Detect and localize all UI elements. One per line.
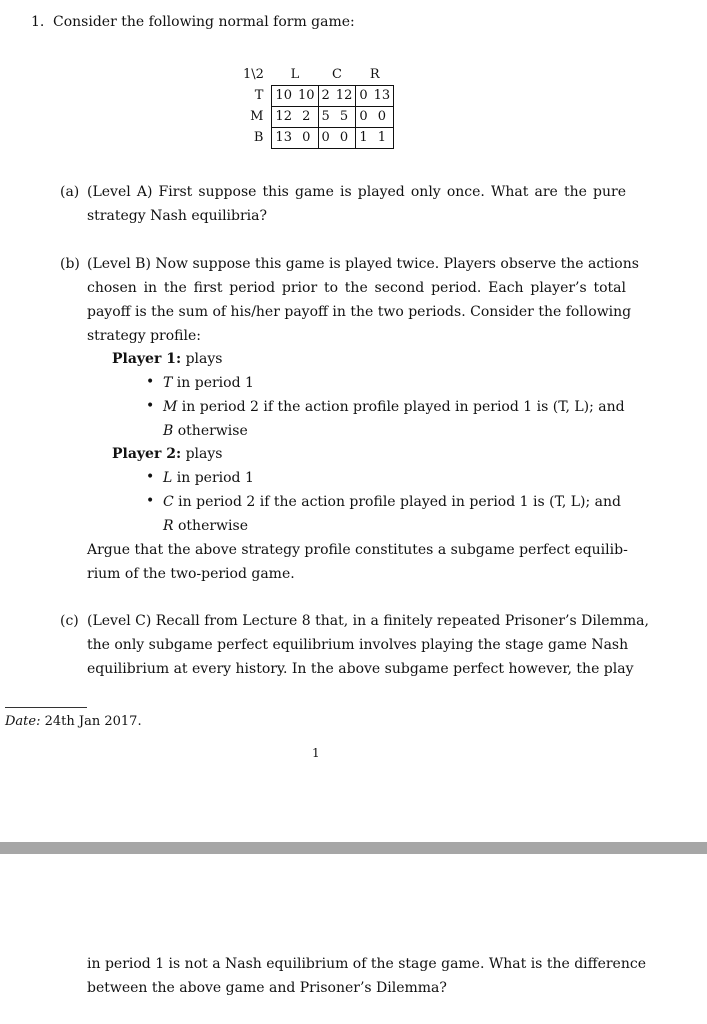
- bullet-icon: •: [146, 374, 155, 390]
- payoff-p1: 10: [272, 86, 295, 107]
- payoff-p1: 2: [318, 86, 333, 107]
- col-header-R: R: [369, 67, 380, 82]
- player-2-bullet-2: C in period 2 if the action profile played in period 1 is (T, L); and: [163, 494, 621, 510]
- payoff-p2: 0: [333, 128, 356, 149]
- player-1-heading: [112, 350, 222, 368]
- game-corner-label: 1\2: [243, 67, 264, 83]
- game-row-T: [240, 86, 394, 107]
- payoff-p2: 0: [371, 107, 394, 128]
- payoff-p1: 13: [272, 128, 295, 149]
- payoff-p2: 1: [371, 128, 394, 149]
- payoff-p2: 10: [295, 86, 318, 107]
- bullet-icon: •: [146, 398, 155, 414]
- payoff-p1: 0: [356, 107, 371, 128]
- payoff-p1: 0: [356, 86, 371, 107]
- bullet-icon: •: [146, 493, 155, 509]
- payoff-p1: 0: [318, 128, 333, 149]
- player-1-label: Player 1:: [112, 351, 182, 367]
- footnote-value: 24th Jan 2017.: [44, 714, 142, 729]
- page-number: 1: [312, 746, 320, 760]
- payoff-p2: 0: [295, 128, 318, 149]
- part-c-line-1: (Level C) Recall from Lecture 8 that, in a finitely repeated Prisoner’s Dilemma,: [87, 613, 649, 629]
- row-header: T: [254, 88, 264, 103]
- payoff-p2: 5: [333, 107, 356, 128]
- player-2-label: Player 2:: [112, 446, 182, 462]
- player-2-bullet-1: L in period 1: [163, 470, 254, 486]
- question-intro: Consider the following normal form game:: [53, 14, 355, 30]
- part-b-argue-1: Argue that the above strategy profile constitutes a subgame perfect equilib-: [87, 542, 628, 558]
- part-a-line-1: (Level A) First suppose this game is played only once. What are the pure: [87, 184, 626, 200]
- game-matrix: [240, 65, 394, 149]
- part-b-argue-2: rium of the two-period game.: [87, 566, 295, 582]
- question-number: 1.: [31, 14, 45, 30]
- player-2-heading: [112, 445, 222, 463]
- part-b-line-1: (Level B) Now suppose this game is played twice. Players observe the actions: [87, 256, 639, 272]
- payoff-p2: 13: [371, 86, 394, 107]
- player-1-bullet-2: M in period 2 if the action profile played in period 1 is (T, L); and: [163, 399, 625, 415]
- game-row-B: [240, 128, 394, 149]
- payoff-p1: 1: [356, 128, 371, 149]
- col-header-C: C: [331, 67, 342, 82]
- player-1-bullet-2-cont: B otherwise: [163, 423, 248, 439]
- bullet-icon: •: [146, 469, 155, 485]
- col-header-L: L: [290, 67, 300, 82]
- player-2-bullet-2-cont: R otherwise: [163, 518, 248, 534]
- page-separator: [0, 842, 707, 854]
- footnote-label: Date:: [5, 714, 41, 729]
- payoff-p2: 12: [333, 86, 356, 107]
- part-b-line-2: chosen in the first period prior to the second period. Each player’s total: [87, 280, 626, 296]
- row-header: M: [250, 109, 264, 124]
- player-1-bullet-1: T in period 1: [163, 375, 254, 391]
- footnote-rule: [5, 707, 87, 708]
- row-header: B: [253, 130, 264, 145]
- part-b-line-4: strategy profile:: [87, 328, 201, 344]
- player-2-plays: plays: [185, 446, 223, 462]
- player-1-plays: plays: [185, 351, 223, 367]
- part-b-tag: (b): [60, 256, 80, 272]
- payoff-p1: 5: [318, 107, 333, 128]
- payoff-p1: 12: [272, 107, 295, 128]
- part-c-tag: (c): [60, 613, 79, 629]
- payoff-p2: 2: [295, 107, 318, 128]
- game-row-M: [240, 107, 394, 128]
- part-a-line-2: strategy Nash equilibria?: [87, 208, 268, 224]
- part-b-line-3: payoff is the sum of his/her payoff in the two periods. Consider the following: [87, 304, 632, 320]
- part-c-line-4: in period 1 is not a Nash equilibrium of the stage game. What is the difference: [87, 956, 646, 972]
- part-c-line-2: the only subgame perfect equilibrium involves playing the stage game Nash: [87, 637, 629, 653]
- footnote: [5, 713, 142, 731]
- part-c-line-5: between the above game and Prisoner’s Dilemma?: [87, 980, 447, 996]
- part-c-line-3: equilibrium at every history. In the above subgame perfect however, the play: [87, 661, 634, 677]
- part-a-tag: (a): [60, 184, 80, 200]
